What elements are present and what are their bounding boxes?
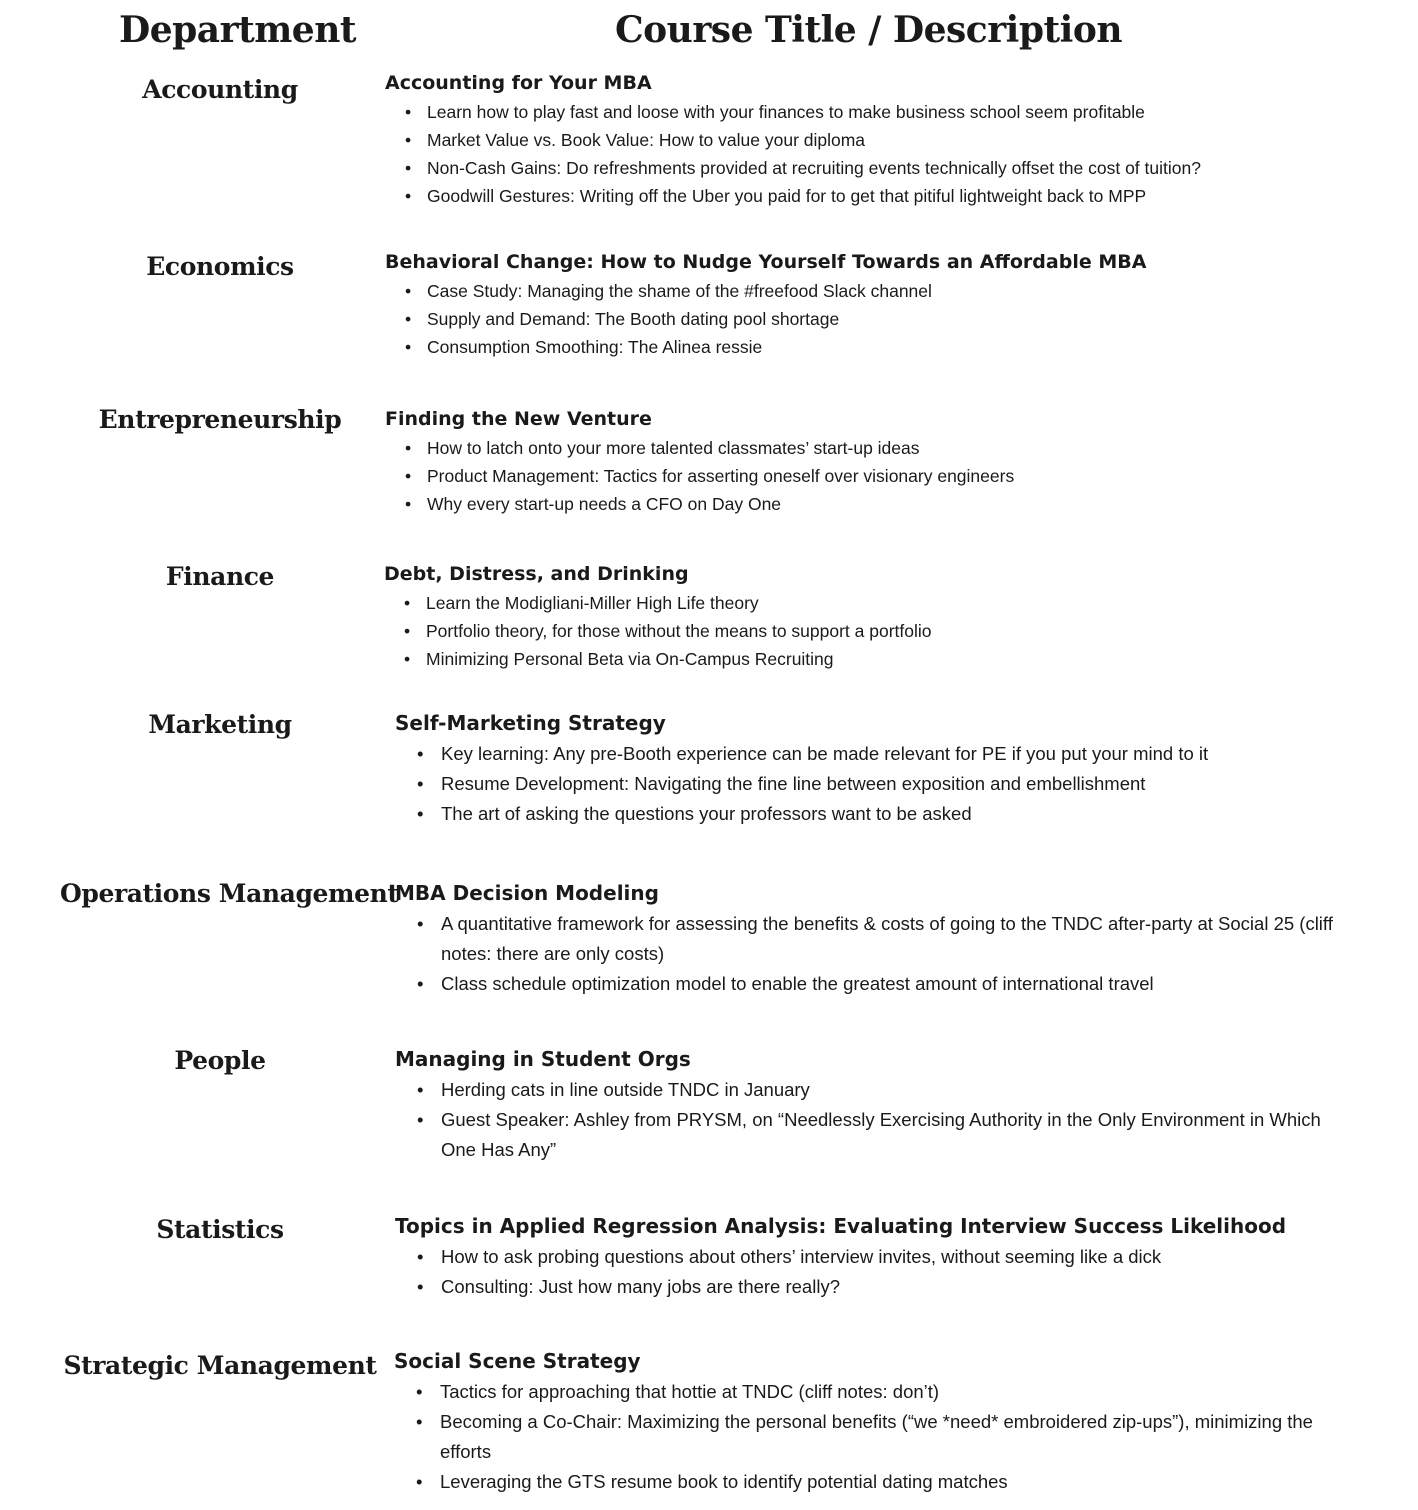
list-item: • Key learning: Any pre-Booth experience can be made relevant for PE if you put your mind to it bbox=[417, 743, 1209, 764]
list-item: • How to ask probing questions about others’ interview invites, without seeming like a dick bbox=[417, 1246, 1162, 1267]
course-strategic-management bbox=[394, 1347, 1334, 1497]
list-item: • Learn how to play fast and loose with your finances to make business school seem profitable bbox=[405, 102, 1145, 122]
course-column-header: Course Title / Description bbox=[615, 9, 1123, 51]
course-bullets bbox=[404, 589, 1394, 673]
list-item: • Leveraging the GTS resume book to identify potential dating matches bbox=[416, 1471, 1008, 1492]
course-statistics bbox=[395, 1212, 1395, 1302]
list-item: • Consumption Smoothing: The Alinea ressie bbox=[405, 337, 763, 357]
course-title: Accounting for Your MBA bbox=[385, 72, 652, 94]
course-title: MBA Decision Modeling bbox=[395, 881, 659, 905]
list-item: • Guest Speaker: Ashley from PRYSM, on “Needlessly Exercising Authority in the Only Environment in Which One Has Any” bbox=[417, 1109, 1321, 1160]
course-accounting bbox=[385, 70, 1395, 210]
department-entrepreneurship: Entrepreneurship bbox=[98, 405, 342, 434]
list-item: • Becoming a Co-Chair: Maximizing the personal benefits (“we *need* embroidered zip-ups”), minimizing the efforts bbox=[416, 1411, 1313, 1462]
course-operations-management bbox=[395, 879, 1355, 999]
course-marketing bbox=[395, 709, 1395, 829]
course-bullets bbox=[416, 1377, 1334, 1497]
list-item: • Tactics for approaching that hottie at TNDC (cliff notes: don’t) bbox=[416, 1381, 940, 1402]
list-item: • How to latch onto your more talented classmates’ start-up ideas bbox=[405, 438, 920, 458]
course-bullets bbox=[417, 1242, 1395, 1302]
course-title: Managing in Student Orgs bbox=[395, 1047, 691, 1071]
department-statistics: Statistics bbox=[156, 1215, 284, 1244]
course-bullets bbox=[417, 909, 1355, 999]
department-strategic-management: Strategic Management bbox=[63, 1351, 377, 1380]
department-people: People bbox=[174, 1046, 266, 1075]
list-item: • Consulting: Just how many jobs are there really? bbox=[417, 1276, 840, 1297]
list-item: • Product Management: Tactics for asserting oneself over visionary engineers bbox=[405, 466, 1015, 486]
list-item: • Learn the Modigliani-Miller High Life theory bbox=[404, 593, 759, 613]
department-accounting: Accounting bbox=[142, 75, 298, 104]
course-bullets bbox=[417, 739, 1395, 829]
course-title: Finding the New Venture bbox=[385, 408, 652, 430]
department-marketing: Marketing bbox=[148, 710, 292, 739]
list-item: • Herding cats in line outside TNDC in January bbox=[417, 1079, 810, 1100]
course-bullets bbox=[405, 434, 1395, 518]
list-item: • Why every start-up needs a CFO on Day One bbox=[405, 494, 782, 514]
list-item: • Resume Development: Navigating the fine line between exposition and embellishment bbox=[417, 773, 1146, 794]
list-item: • Portfolio theory, for those without the means to support a portfolio bbox=[404, 621, 932, 641]
course-title: Debt, Distress, and Drinking bbox=[384, 563, 689, 585]
department-economics: Economics bbox=[146, 252, 294, 281]
course-people bbox=[395, 1045, 1335, 1165]
course-title: Topics in Applied Regression Analysis: Evaluating Interview Success Likelihood bbox=[395, 1214, 1287, 1238]
course-bullets bbox=[405, 98, 1395, 210]
list-item: • Goodwill Gestures: Writing off the Uber you paid for to get that pitiful lightweight back to MPP bbox=[405, 186, 1147, 206]
list-item: • The art of asking the questions your professors want to be asked bbox=[417, 803, 972, 824]
department-column-header: Department bbox=[119, 9, 357, 51]
list-item: • A quantitative framework for assessing the benefits & costs of going to the TNDC after-party at Social 25 (cliff notes: there are only costs) bbox=[417, 913, 1333, 964]
list-item: • Minimizing Personal Beta via On-Campus Recruiting bbox=[404, 649, 834, 669]
list-item: • Market Value vs. Book Value: How to value your diploma bbox=[405, 130, 866, 150]
list-item: • Case Study: Managing the shame of the #freefood Slack channel bbox=[405, 281, 932, 301]
course-entrepreneurship bbox=[385, 406, 1395, 518]
list-item: • Class schedule optimization model to enable the greatest amount of international travel bbox=[417, 973, 1154, 994]
course-economics bbox=[385, 249, 1395, 361]
course-finance bbox=[384, 561, 1394, 673]
list-item: • Supply and Demand: The Booth dating pool shortage bbox=[405, 309, 840, 329]
course-bullets bbox=[417, 1075, 1335, 1165]
department-finance: Finance bbox=[165, 562, 275, 591]
list-item: • Non-Cash Gains: Do refreshments provided at recruiting events technically offset the cost of tuition? bbox=[405, 158, 1201, 178]
course-title: Self-Marketing Strategy bbox=[395, 711, 666, 735]
department-operations-management: Operations Management bbox=[60, 879, 399, 908]
course-bullets bbox=[405, 277, 1395, 361]
course-title: Social Scene Strategy bbox=[394, 1349, 641, 1373]
course-title: Behavioral Change: How to Nudge Yourself Towards an Affordable MBA bbox=[385, 251, 1147, 273]
